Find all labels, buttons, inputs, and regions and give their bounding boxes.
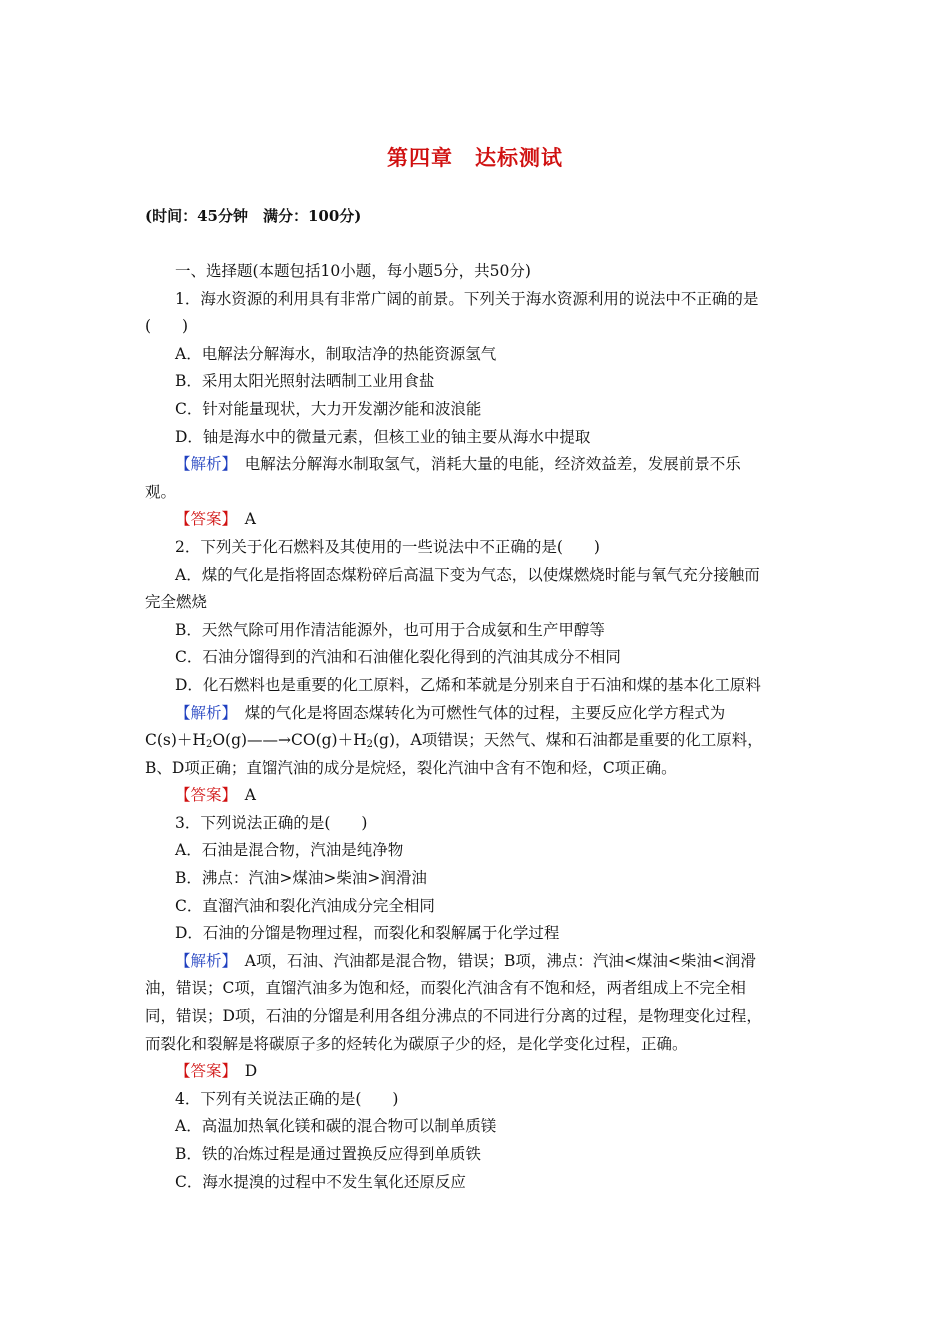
question-2-analysis: 【解析】 煤的气化是将固态煤转化为可燃性气体的过程，主要反应化学方程式为 [175,703,726,722]
answer-tag: 【答案】 [175,510,230,529]
question-4-option-a: A．高温加热氧化镁和碳的混合物可以制单质镁 [175,1117,497,1136]
question-1-analysis-cont: 观。 [145,482,177,501]
question-3-option-c: C．直溜汽油和裂化汽油成分完全相同 [175,896,435,915]
question-1-stem-cont: ( ) [145,317,189,336]
question-2-option-c: C．石油分馏得到的汽油和石油催化裂化得到的汽油其成分不相同 [175,648,621,667]
question-2-option-a-cont: 完全燃烧 [145,593,208,612]
question-2-option-d: D．化石燃料也是重要的化工原料，乙烯和苯就是分别来自于石油和煤的基本化工原料 [175,675,761,694]
question-3-option-a: A．石油是混合物，汽油是纯净物 [175,841,404,860]
analysis-tag: 【解析】 [175,703,230,722]
question-3-stem: 3．下列说法正确的是( ) [175,813,368,832]
question-3-answer: 【答案】 D [175,1062,258,1081]
answer-tag: 【答案】 [175,786,230,805]
page-title: 第四章 达标测试 [387,145,563,170]
question-2-analysis-cont: B、D项正确；直馏汽油的成分是烷烃，裂化汽油中含有不饱和烃，C项正确。 [145,758,677,777]
question-1-option-a: A．电解法分解海水，制取洁净的热能资源氢气 [175,344,497,363]
question-1-option-b: B．采用太阳光照射法晒制工业用食盐 [175,372,435,391]
analysis-tag: 【解析】 [175,951,230,970]
question-1-stem: 1．海水资源的利用具有非常广阔的前景。下列关于海水资源利用的说法中不正确的是 [175,289,759,308]
question-1-option-d: D．铀是海水中的微量元素，但核工业的铀主要从海水中提取 [175,427,591,446]
document-body [145,258,809,1196]
question-3-analysis-line3: 同，错误；D项，石油的分馏是利用各组分沸点的不同进行分离的过程，是物理变化过程， [145,1007,762,1026]
question-3-option-d: D．石油的分馏是物理过程，而裂化和裂解属于化学过程 [175,924,560,943]
question-3-option-b: B．沸点：汽油>煤油>柴油>润滑油 [175,869,427,888]
analysis-tag: 【解析】 [175,455,230,474]
question-3-analysis-line2: 油，错误；C项，直馏汽油多为饱和烃，而裂化汽油含有不饱和烃，两者组成上不完全相 [145,979,746,998]
question-4-option-c: C．海水提溴的过程中不发生氧化还原反应 [175,1172,466,1191]
question-2-option-a: A．煤的气化是指将固态煤粉碎后高温下变为气态，以使煤燃烧时能与氧气充分接触而 [175,565,760,584]
question-4-option-b: B．铁的冶炼过程是通过置换反应得到单质铁 [175,1145,481,1163]
exam-meta: (时间：45分钟 满分：100分) [145,207,362,225]
question-3-analysis: 【解析】 A项，石油、汽油都是混合物，错误；B项，沸点：汽油<煤油<柴油<润滑 [175,951,756,970]
question-2-stem: 2．下列关于化石燃料及其使用的一些说法中不正确的是( ) [175,537,600,556]
question-2-option-b: B．天然气除可用作清洁能源外，也可用于合成氨和生产甲醇等 [175,620,605,639]
question-2-answer: 【答案】 A [175,786,256,805]
question-3-analysis-line4: 而裂化和裂解是将碳原子多的烃转化为碳原子少的烃，是化学变化过程，正确。 [145,1034,688,1053]
question-1-analysis: 【解析】 电解法分解海水制取氢气，消耗大量的电能，经济效益差，发展前景不乐 [175,455,741,474]
question-1-option-c: C．针对能量现状，大力开发潮汐能和波浪能 [175,399,482,418]
question-2-equation: $C(s)+H_2O(g)——\to CO(g)+H_2(g)$，A项错误；天然气、煤和石油都是重要的化工原料， [145,731,763,751]
section-heading: 一、选择题(本题包括10小题，每小题5分，共50分) [175,262,531,280]
question-4-stem: 4．下列有关说法正确的是( ) [175,1089,399,1108]
answer-tag: 【答案】 [175,1062,230,1081]
question-1-answer: 【答案】 A [175,510,256,529]
